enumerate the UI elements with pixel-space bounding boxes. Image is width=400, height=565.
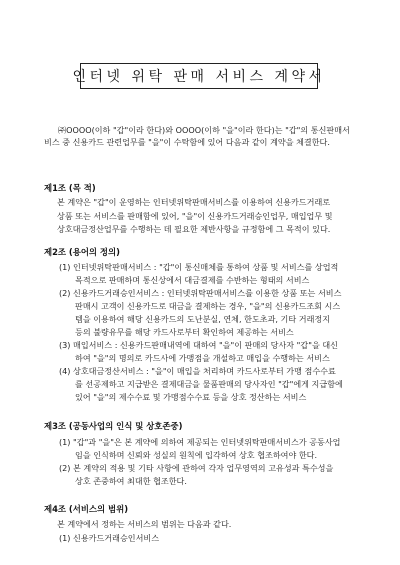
article-2-line-7: (3) 매입서비스 : 신용카드판매내역에 대하여 "을"이 판매의 당사자 "갑"을 대신: [59, 340, 338, 350]
article-2-line-1: (1) 인터넷위탁판매서비스 : "갑"이 통신매체를 통하여 상품 및 서비스를 상업적: [59, 262, 339, 272]
article-3-heading: 제3조 (공동사업의 인식 및 상호존중): [44, 421, 183, 431]
article-1-heading: 제1조 (목 적): [44, 183, 96, 193]
article-4-heading: 제4조 (서비스의 범위): [44, 504, 129, 514]
article-1-line-2: 상품 또는 서비스를 판매함에 있어, "을"이 신용카드거래승인업무, 매입업무 및: [57, 211, 333, 221]
article-1-line-1: 본 계약은 "갑"이 운영하는 인터넷위탁판매서비스를 이용하여 신용카드거래로: [57, 197, 331, 207]
document-title: 인터넷 위탁 판매 서비스 계약서: [72, 69, 326, 85]
article-2-line-4: 판매시 고객이 신용카드로 대금을 결제하는 경우, "을"의 신용카드조회 시스: [75, 301, 341, 311]
article-2-line-6: 등의 불량유무를 해당 카드사로부터 확인하여 제공하는 서비스: [75, 327, 294, 337]
article-2-line-8: 하여 "을"의 명의로 카드사에 가맹점을 개설하고 매입을 수행하는 서비스: [75, 353, 330, 363]
article-3-line-2: 임을 인식하며 신뢰와 성실의 원칙에 입각하여 상호 협조하여야 한다.: [75, 450, 318, 460]
article-1-line-3: 상호대금정산업무를 수행하는 데 필요한 제반사항을 규정함에 그 목적이 있다.: [57, 224, 331, 234]
article-4-line-2: (1) 신용카드거래승인서비스: [59, 533, 160, 543]
article-3-line-3: (2) 본 계약의 적용 및 기타 사항에 관하여 각자 업무영역의 고유성과 특수성을: [59, 463, 334, 473]
document-title-box: [72, 63, 326, 89]
article-2-line-10: 를 선공제하고 지급받은 결제대금을 물품판매의 당사자인 "갑"에게 지급함에: [75, 379, 343, 389]
article-2-line-5: 템을 이용하여 해당 신용카드의 도난분실, 연체, 한도초과, 기타 거래정지: [75, 314, 331, 324]
article-2-line-2: 목적으로 판매하며 통신상에서 대금결제를 수반하는 형태의 서비스: [75, 275, 310, 285]
article-2-heading: 제2조 (용어의 정의): [44, 247, 120, 257]
article-2-line-3: (2) 신용카드거래승인서비스 : 인터넷위탁판매서비스를 이용한 상품 또는 서비스: [59, 288, 342, 298]
article-3-line-1: (1) "갑"과 "을"은 본 계약에 의하여 제공되는 인터넷위탁판매서비스가 공동사업: [59, 437, 341, 447]
article-2-line-11: 있어 "을"의 제수수료 및 가맹점수수료 등을 상호 정산하는 서비스: [75, 392, 307, 402]
article-2-line-9: (4) 상호대금정산서비스 : "을"이 매입을 처리하며 카드사로부터 가맹 점수수료: [59, 366, 336, 376]
intro-line-1: ㈜OOOO(이하 "갑"이라 한다)와 OOOO(이하 "을"이라 한다)는 "갑"의 통신판매서: [58, 125, 350, 135]
intro-line-2: 비스 중 신용카드 관련업무를 "을"이 수탁함에 있어 다음과 같이 계약을 체결한다.: [44, 137, 330, 147]
article-3-line-4: 상호 존중하여 최대한 협조한다.: [75, 476, 187, 486]
article-4-line-1: 본 계약에서 정하는 서비스의 범위는 다음과 같다.: [57, 519, 232, 529]
